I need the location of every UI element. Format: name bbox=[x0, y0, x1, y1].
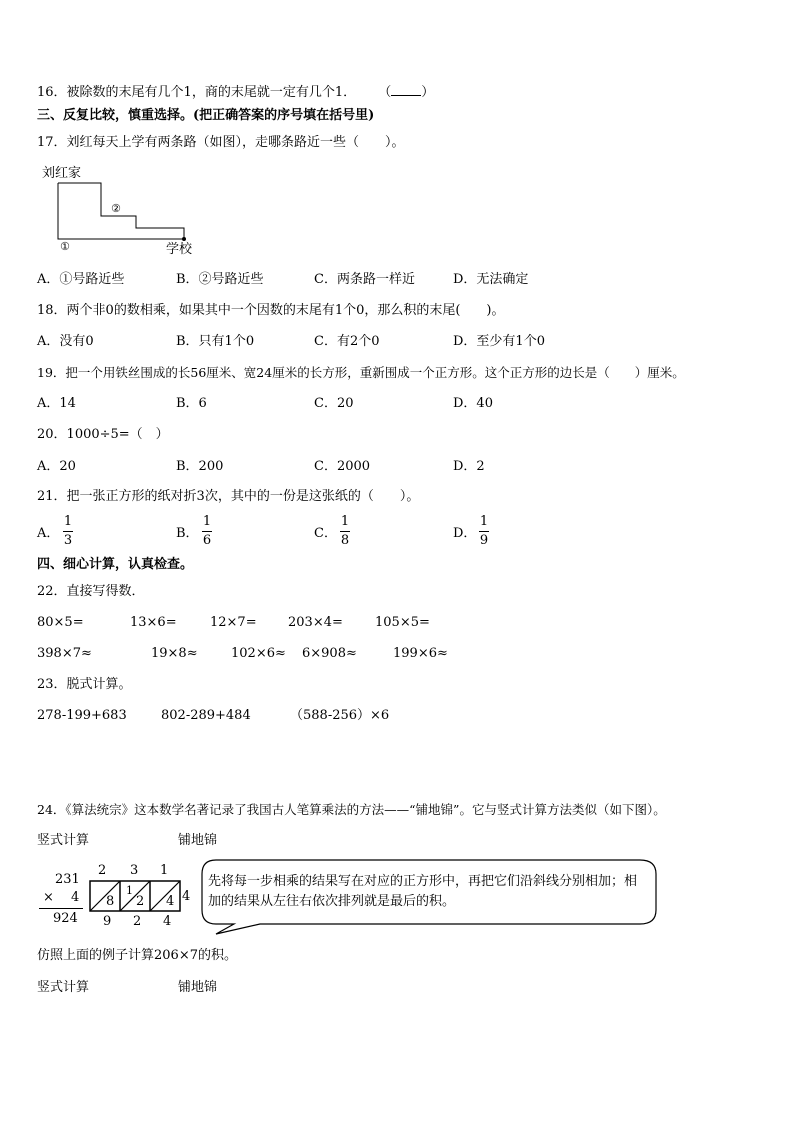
grid-right-digit: 4 bbox=[182, 889, 191, 904]
grid-bottom-digit: 4 bbox=[163, 914, 172, 929]
q20-option-c[interactable]: C．2000 bbox=[314, 459, 371, 474]
fraction-numerator: 1 bbox=[202, 514, 212, 529]
q22-item: 102×6≈ bbox=[231, 646, 286, 661]
q22-item: 6×908≈ bbox=[302, 646, 357, 661]
q21-option-d-fraction[interactable] bbox=[479, 515, 489, 548]
route-1-line bbox=[58, 183, 184, 239]
vertical-line bbox=[39, 908, 83, 909]
q22-item: 105×5= bbox=[375, 615, 430, 630]
section-3-heading: 三、反复比较，慎重选择。(把正确答案的序号填在括号里) bbox=[37, 108, 375, 123]
q17-option-b[interactable]: B．②号路近些 bbox=[176, 272, 264, 287]
q18-option-b[interactable]: B．只有1个0 bbox=[176, 334, 255, 349]
question-19: 19．把一个用铁丝围成的长56厘米、宽24厘米的长方形，重新围成一个正方形。这个正方形的边长是（ ）厘米。 bbox=[37, 365, 685, 380]
question-16 bbox=[37, 83, 434, 101]
question-24: 24．《算法统宗》这本数学名著记录了我国古人笔算乘法的方法——“铺地锦”。它与竖式计算方法类似（如下图）。 bbox=[37, 802, 666, 817]
fraction-bar bbox=[340, 531, 350, 532]
fraction-bar bbox=[479, 531, 489, 532]
q17-option-a[interactable]: A．①号路近些 bbox=[37, 272, 125, 287]
grid-cell-ones: 8 bbox=[106, 894, 115, 909]
fraction-numerator: 1 bbox=[340, 514, 350, 529]
grid-diagonal bbox=[90, 881, 120, 911]
q23-item: （588-256）×6 bbox=[290, 708, 390, 723]
vertical-top: 231 bbox=[55, 872, 80, 887]
answer-paren-close: ） bbox=[421, 85, 435, 100]
grid-diagonal bbox=[150, 881, 180, 911]
answer-paren-open: （ bbox=[378, 85, 392, 100]
fraction-denominator: 8 bbox=[340, 533, 350, 548]
route-1-label: ① bbox=[60, 240, 70, 253]
school-label: 学校 bbox=[166, 242, 193, 257]
q19-option-b[interactable]: B．6 bbox=[176, 396, 207, 411]
q22-item: 398×7≈ bbox=[37, 646, 92, 661]
q19-option-a[interactable]: A．14 bbox=[37, 396, 76, 411]
fraction-denominator: 9 bbox=[479, 533, 489, 548]
grid-cell-ones: 4 bbox=[166, 894, 175, 909]
q22-item: 203×4= bbox=[288, 615, 343, 630]
pudijin-grid bbox=[88, 861, 198, 931]
question-21: 21．把一张正方形的纸对折3次，其中的一份是这张纸的（ ）。 bbox=[37, 489, 420, 504]
fraction-numerator: 1 bbox=[63, 514, 73, 529]
q22-item: 199×6≈ bbox=[393, 646, 448, 661]
q18-option-d[interactable]: D．至少有1个0 bbox=[453, 334, 545, 349]
vertical-times: × bbox=[43, 890, 54, 905]
grid-diagonal bbox=[120, 881, 150, 911]
q20-option-d[interactable]: D．2 bbox=[453, 459, 485, 474]
q22-item: 13×6= bbox=[130, 615, 177, 630]
q21-option-b-fraction[interactable] bbox=[202, 515, 212, 548]
grid-cell-ones: 2 bbox=[136, 894, 145, 909]
q19-option-c[interactable]: C．20 bbox=[314, 396, 354, 411]
q22-item: 80×5= bbox=[37, 615, 84, 630]
vertical-multiplication bbox=[37, 872, 87, 932]
vertical-result: 924 bbox=[53, 911, 78, 926]
q17-option-d[interactable]: D．无法确定 bbox=[453, 272, 529, 287]
q22-item: 12×7= bbox=[210, 615, 257, 630]
q23-item: 802-289+484 bbox=[161, 708, 251, 723]
route-2-line bbox=[58, 183, 184, 239]
q20-option-b[interactable]: B．200 bbox=[176, 459, 224, 474]
grid-top-digit: 1 bbox=[160, 863, 169, 878]
q21-option-c-fraction[interactable] bbox=[340, 515, 350, 548]
grid-top-digit: 2 bbox=[98, 863, 107, 878]
grid-cell-tens: 1 bbox=[126, 884, 133, 897]
route-diagram bbox=[38, 165, 208, 260]
question-20: 20．1000÷5=（ ） bbox=[37, 427, 169, 442]
vertical-multiplier: 4 bbox=[71, 890, 80, 905]
q24-task: 仿照上面的例子计算206×7的积。 bbox=[37, 948, 237, 963]
fraction-numerator: 1 bbox=[479, 514, 489, 529]
q21-option-c-label[interactable]: C． bbox=[314, 526, 337, 541]
label-pudijin-2: 铺地锦 bbox=[178, 980, 218, 995]
q20-option-a[interactable]: A．20 bbox=[37, 459, 76, 474]
label-vertical: 竖式计算 bbox=[37, 833, 90, 848]
label-pudijin: 铺地锦 bbox=[178, 833, 218, 848]
school-point bbox=[182, 237, 186, 241]
grid-bottom-digit: 2 bbox=[133, 914, 142, 929]
question-17: 17．刘红每天上学有两条路（如图），走哪条路近一些（ ）。 bbox=[37, 135, 405, 150]
question-22: 22．直接写得数． bbox=[37, 584, 145, 599]
q21-option-d-label[interactable]: D． bbox=[453, 526, 477, 541]
grid-top-digit: 3 bbox=[130, 863, 139, 878]
q17-option-c[interactable]: C．两条路一样近 bbox=[314, 272, 415, 287]
fraction-bar bbox=[63, 531, 73, 532]
speech-bubble bbox=[200, 858, 660, 936]
q23-item: 278-199+683 bbox=[37, 708, 127, 723]
question-23: 23．脱式计算。 bbox=[37, 677, 132, 692]
fraction-bar bbox=[202, 531, 212, 532]
section-4-heading: 四、细心计算，认真检查。 bbox=[37, 557, 194, 572]
q18-option-a[interactable]: A．没有0 bbox=[37, 334, 94, 349]
q22-item: 19×8≈ bbox=[151, 646, 198, 661]
fraction-denominator: 6 bbox=[202, 533, 212, 548]
question-18: 18．两个非0的数相乘，如果其中一个因数的末尾有1个0，那么积的末尾( )。 bbox=[37, 303, 505, 318]
question-16-text: 16．被除数的末尾有几个1，商的末尾就一定有几个1． bbox=[37, 85, 357, 100]
speech-bubble-text: 先将每一步相乘的结果写在对应的正方形中，再把它们沿斜线分别相加；相加的结果从左往右依次排列就是最后的积。 bbox=[208, 874, 638, 909]
label-vertical-2: 竖式计算 bbox=[37, 980, 90, 995]
home-label: 刘红家 bbox=[42, 166, 82, 181]
fraction-denominator: 3 bbox=[63, 533, 73, 548]
q21-option-a-label[interactable]: A． bbox=[37, 526, 60, 541]
grid-bottom-digit: 9 bbox=[103, 914, 112, 929]
answer-blank[interactable] bbox=[391, 83, 421, 96]
q19-option-d[interactable]: D．40 bbox=[453, 396, 493, 411]
route-2-label: ② bbox=[111, 202, 121, 215]
q21-option-b-label[interactable]: B． bbox=[176, 526, 199, 541]
q18-option-c[interactable]: C．有2个0 bbox=[314, 334, 380, 349]
q21-option-a-fraction[interactable] bbox=[63, 515, 73, 548]
